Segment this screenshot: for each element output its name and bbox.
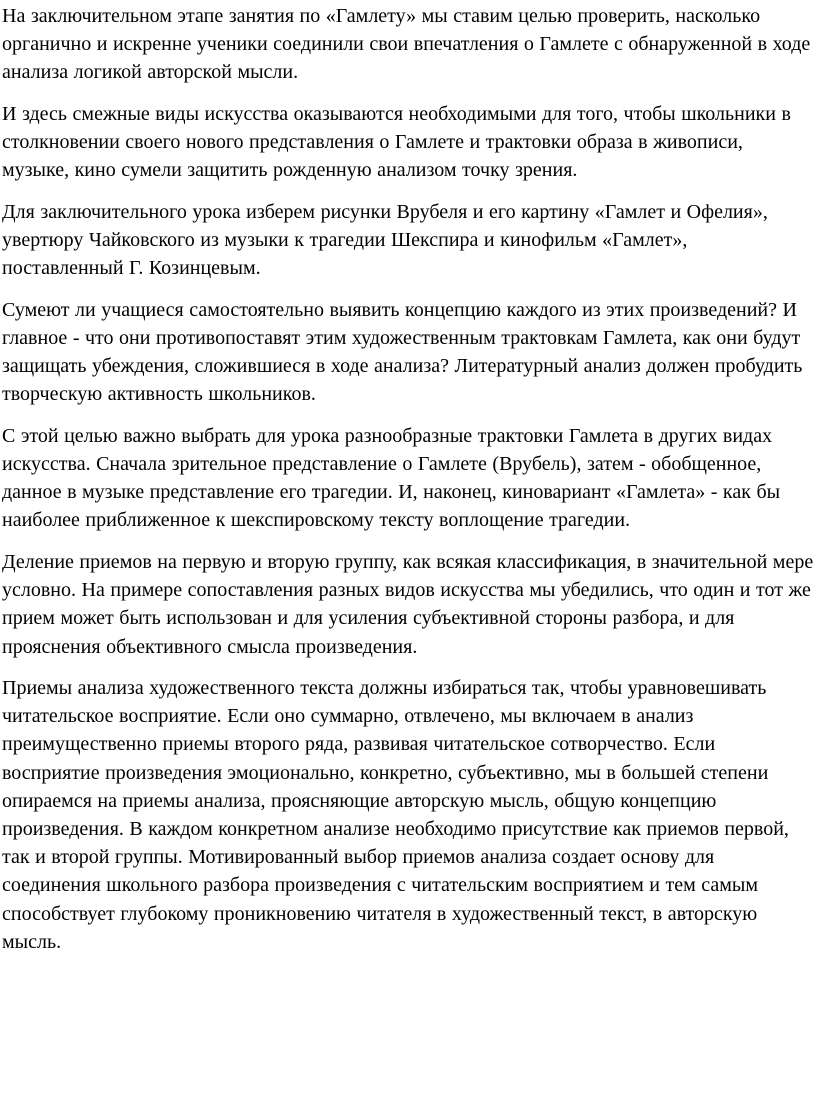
paragraph-7: Приемы анализа художественного текста должны избираться так, чтобы уравновешивать читательское восприятие. Если оно суммарно, отвлечено, мы включаем в анализ преимущественно приемы второго ряда, развивая читательское сотворчество. Если восприятие произведения эмоционально, конкретно, субъективно, мы в большей степени опираемся на приемы анализа, проясняющие авторскую мысль, общую концепцию произведения. В каждом конкретном анализе необходимо присутствие как приемов первой, так и второй группы. Мотивированный выбор приемов анализа создает основу для соединения школьного разбора произведения с читательским восприятием и тем самым способствует глубокому проникновению читателя в художественный текст, в авторскую мысль. bbox=[2, 677, 789, 953]
paragraph-3: Для заключительного урока изберем рисунки Врубеля и его картину «Гамлет и Офелия», увертюру Чайковского из музыки к трагедии Шекспира и кинофильм «Гамлет», поставленный Г. Козинцевым. bbox=[2, 200, 768, 280]
paragraph-4: Сумеют ли учащиеся самостоятельно выявить концепцию каждого из этих произведений? И главное - что они противопоставят этим художественным трактовкам Гамлета, как они будут защищать убеждения, сложившиеся в ходе анализа? Литературный анализ должен пробудить творческую активность школьников. bbox=[2, 298, 803, 406]
paragraph-1: На заключительном этапе занятия по «Гамлету» мы ставим целью проверить, насколько органично и искренне ученики соединили свои впечатления о Гамлете с обнаруженной в ходе анализа логикой авторской мысли. bbox=[2, 5, 811, 84]
paragraph-6: Деление приемов на первую и вторую группу, как всякая классификация, в значительной мере условно. На примере сопоставления разных видов искусства мы убедились, что один и тот же прием может быть использован и для усиления субъективной стороны разбора, и для прояснения объективного смысла произведения. bbox=[2, 550, 814, 658]
paragraph-5: С этой целью важно выбрать для урока разнообразные трактовки Гамлета в других видах искусства. Сначала зрительное представление о Гамлете (Врубель), затем - обобщенное, данное в музыке представление его трагедии. И, наконец, киновариант «Гамлета» - как бы наиболее приближенное к шекспировскому тексту воплощение трагедии. bbox=[2, 424, 781, 532]
paragraph-2: И здесь смежные виды искусства оказываются необходимыми для того, чтобы школьники в столкновении своего нового представления о Гамлете и трактовки образа в живописи, музыке, кино сумели защитить рожденную анализом точку зрения. bbox=[2, 102, 791, 182]
